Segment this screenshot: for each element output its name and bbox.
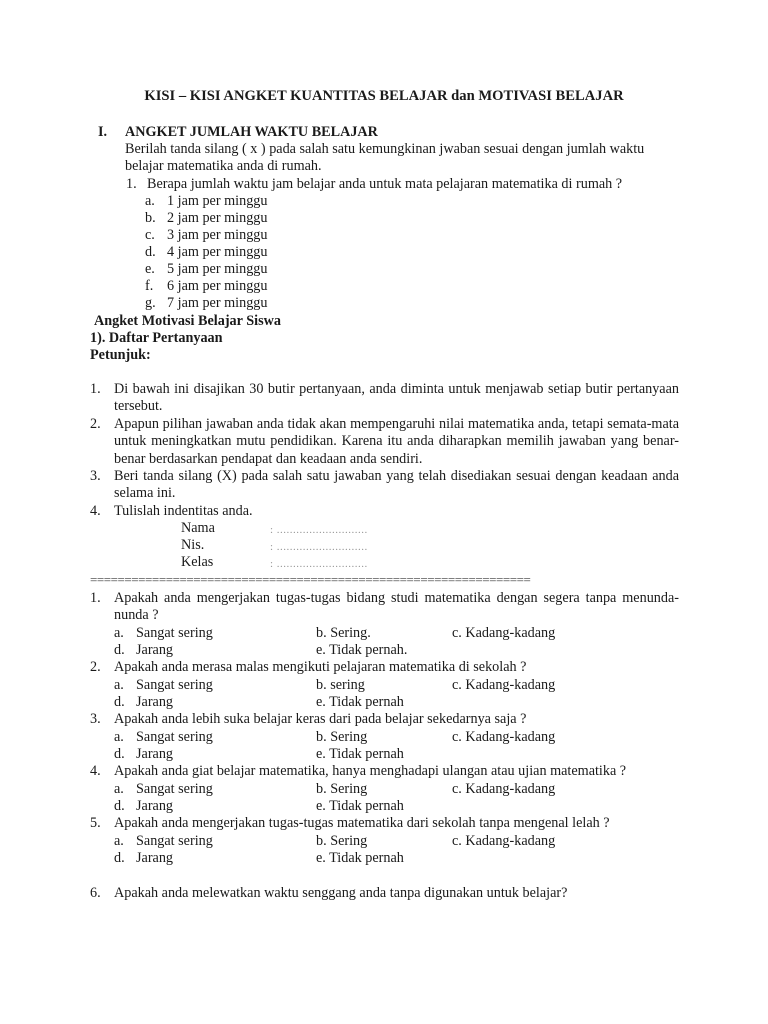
separator-line: ================================================================ [90,572,531,587]
option-text: 3 jam per minggu [167,227,268,243]
option-letter: a. [114,625,124,641]
instruction-number: 1. [90,381,101,397]
question-text: Apakah anda lebih suka belajar keras dari pada belajar sekedarnya saja ? [114,711,527,727]
question-number: 1. [90,590,101,606]
question-text: Apakah anda mengerjakan tugas-tugas matematika dari sekolah tanpa mengenal lelah ? [114,815,610,831]
option-sering[interactable]: b. Sering [316,833,368,849]
list-subheading: 1). Daftar Pertanyaan [90,330,223,346]
document-title: KISI – KISI ANGKET KUANTITAS BELAJAR dan MOTIVASI BELAJAR [144,88,624,104]
question-text: Apakah anda giat belajar matematika, hanya menghadapi ulangan atau ujian matematika ? [114,763,627,779]
section-heading: ANGKET JUMLAH WAKTU BELAJAR [125,124,378,140]
option-kadang-kadang[interactable]: c. Kadang-kadang [452,781,556,797]
option-kadang-kadang[interactable]: c. Kadang-kadang [452,677,556,693]
option-jarang[interactable]: Jarang [136,850,174,866]
option-kadang-kadang[interactable]: c. Kadang-kadang [452,729,556,745]
section-number: I. [98,124,108,140]
option-sangat-sering[interactable]: Sangat sering [136,833,213,849]
option-sering[interactable]: b. sering [316,677,365,693]
option-tidak-pernah[interactable]: e. Tidak pernah [316,798,404,814]
petunjuk-label: Petunjuk: [90,347,151,363]
option-tidak-pernah[interactable]: e. Tidak pernah [316,694,404,710]
question-number: 4. [90,763,101,779]
option-kadang-kadang[interactable]: c. Kadang-kadang [452,833,556,849]
option-sering[interactable]: b. Sering. [316,625,371,641]
identity-label-kelas: Kelas [181,554,214,570]
question-text: Apakah anda mengerjakan tugas-tugas bidang studi matematika dengan segera tanpa menunda-nunda ? [114,590,679,624]
question-number: 6. [90,885,101,901]
option-text: 5 jam per minggu [167,261,268,277]
section-instruction: belajar matematika anda di rumah. [125,158,322,174]
option-letter: d. [145,244,156,260]
option-letter: f. [145,278,154,294]
option-jarang[interactable]: Jarang [136,642,174,658]
option-letter: g. [145,295,156,311]
option-letter: a. [114,833,124,849]
option-letter: d. [114,694,125,710]
option-letter: e. [145,261,155,277]
option-letter: b. [145,210,156,226]
question-text: Apakah anda merasa malas mengikuti pelajaran matematika di sekolah ? [114,659,527,675]
option-text: 2 jam per minggu [167,210,268,226]
question-number: 2. [90,659,101,675]
identity-label-nama: Nama [181,520,215,536]
instruction-text: Beri tanda silang (X) pada salah satu jawaban yang telah disediakan sesuai dengan keadaan anda selama ini. [114,468,679,502]
question-text: Berapa jumlah waktu jam belajar anda untuk mata pelajaran matematika di rumah ? [147,176,623,192]
option-sangat-sering[interactable]: Sangat sering [136,625,213,641]
identity-field-nis[interactable]: : ............................ [270,541,368,553]
option-letter: a. [114,729,124,745]
instruction-number: 2. [90,416,101,432]
section-instruction: Berilah tanda silang ( x ) pada salah satu kemungkinan jwaban sesuai dengan jumlah waktu [125,141,645,157]
option-jarang[interactable]: Jarang [136,694,174,710]
question-number: 1. [126,176,137,192]
identity-label-nis: Nis. [181,537,205,553]
option-letter: d. [114,746,125,762]
question-text: Apakah anda melewatkan waktu senggang anda tanpa digunakan untuk belajar? [114,885,568,901]
option-tidak-pernah[interactable]: e. Tidak pernah [316,746,404,762]
identity-field-nama[interactable]: : ............................ [270,524,368,536]
instruction-number: 4. [90,503,101,519]
identity-field-kelas[interactable]: : ............................ [270,558,368,570]
option-letter: c. [145,227,155,243]
option-sangat-sering[interactable]: Sangat sering [136,677,213,693]
option-letter: d. [114,642,125,658]
instruction-text: Di bawah ini disajikan 30 butir pertanyaan, anda diminta untuk menjawab setiap butir pertanyaan tersebut. [114,381,679,415]
option-letter: a. [114,677,124,693]
option-text: 1 jam per minggu [167,193,268,209]
option-letter: a. [114,781,124,797]
option-text: 7 jam per minggu [167,295,268,311]
option-letter: d. [114,850,125,866]
option-text: 6 jam per minggu [167,278,268,294]
motivation-heading: Angket Motivasi Belajar Siswa [94,313,281,329]
instruction-text: Apapun pilihan jawaban anda tidak akan mempengaruhi nilai matematika anda, tetapi semata-mata untuk meningkatkan mutu pendidikan. Karena itu anda diharapkan memilih jawaban yang benar-benar berdasarkan pendapat dan keadaan anda sendiri. [114,416,679,467]
instruction-number: 3. [90,468,101,484]
option-sering[interactable]: b. Sering [316,781,368,797]
question-number: 5. [90,815,101,831]
option-jarang[interactable]: Jarang [136,746,174,762]
option-sangat-sering[interactable]: Sangat sering [136,781,213,797]
option-jarang[interactable]: Jarang [136,798,174,814]
option-text: 4 jam per minggu [167,244,268,260]
option-letter: d. [114,798,125,814]
option-sangat-sering[interactable]: Sangat sering [136,729,213,745]
instruction-text: Tulislah indentitas anda. [114,503,253,519]
option-tidak-pernah[interactable]: e. Tidak pernah [316,850,404,866]
option-sering[interactable]: b. Sering [316,729,368,745]
option-letter: a. [145,193,155,209]
option-tidak-pernah[interactable]: e. Tidak pernah. [316,642,408,658]
option-kadang-kadang[interactable]: c. Kadang-kadang [452,625,556,641]
question-number: 3. [90,711,101,727]
